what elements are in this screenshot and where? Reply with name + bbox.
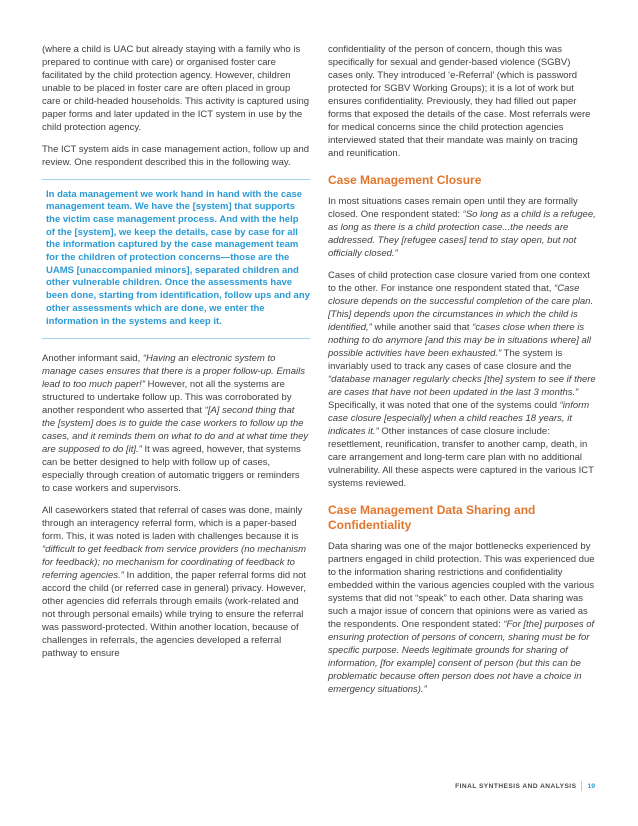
- body-paragraph: confidentiality of the person of concern, though this was specifically for sexual and gender-based violence (SGBV) cases only. They introduced ‘e-Referral’ (which is password protected for SGBV Working Groups); it is a lot of work but ensures confidentiality. Previously, they had filled out paper forms that exposed the details of the case. Most referrals were for medical concerns since the child protection agencies interviewed stated that their mandate was mainly on tracing and reunification.: [328, 44, 591, 159]
- page-footer: [455, 781, 595, 791]
- body-paragraph: Cases of child protection case closure varied from one context to the other. For instance one respondent stated that, “Case closure depends on the successful completion of the care plan. [This] depends upon the circumstances in which the child is identified,” while another said that “cases close when there is nothing to do anymore [and this may be in situations where] all possible activities have been exhausted.” The system is invariably used to track any cases of case closure and the “database manager regularly checks [the] system to see if there are cases that have not been updated in the last 3 months.” Specifically, it was noted that one of the systems could “inform case closure [especially] when a child reaches 18 years, it indicates it.” Other instances of case closure include: resettlement, reunification, transfer to another camp, death, in care arrangement and long-term care plan with no additional vulnerability. All these aspects were captured in the various ICT systems reviewed.: [328, 269, 596, 489]
- two-column-layout: [42, 43, 596, 704]
- body-paragraph: All caseworkers stated that referral of cases was done, mainly through an interagency referral form, which is a paper-based form. This, it was noted is laden with challenges because it is “difficult to get feedback from service providers (no mechanism for feedback); no mechanism for coordinating of feedback to referring agencies.” In addition, the paper referral forms did not accord the child (or referred case in general) privacy. However, other agencies did referrals through emails (work-related and not through personal emails) while trying to ensure the referral was password-protected. Within another location, because of challenges in referrals, the agencies developed a referral pathway to ensure: [42, 504, 307, 659]
- right-column: [328, 43, 596, 704]
- body-paragraph: The ICT system aids in case management action, follow up and review. One respondent described this in the following way.: [42, 143, 310, 168]
- footer-divider: [581, 781, 582, 791]
- section-heading-case-management-closure: Case Management Closure: [328, 173, 482, 187]
- footer-section-label: FINAL SYNTHESIS AND ANALYSIS: [455, 782, 577, 790]
- body-paragraph: Another informant said, “Having an electronic system to manage cases ensures that there is a proper follow-up. Emails lead to too much paper!” However, not all the systems are structured to undertake follow up. This was corroborated by another respondent who asserted that “[A] second thing that the [system] does is to guide the case workers to follow up the cases, and it reminds them on what to do and at what time they are supposed to do [it].” It was agreed, however, that systems can be better designed to help with follow up of cases, especially through creation of automatic triggers or reminders to case workers and supervisors.: [42, 353, 309, 495]
- section-heading-data-sharing-confidentiality: Case Management Data Sharing and Confidentiality: [328, 502, 536, 532]
- left-column: [42, 43, 310, 704]
- footer-page-number: 19: [587, 782, 595, 790]
- body-paragraph: (where a child is UAC but already staying with a family who is prepared to continue with care) or organised foster care facilitated by the child protection agency. However, children unable to be placed in foster care are often placed in group care or child-headed households. This activity is captured using paper forms and later updated in the ICT system in use by the child protection agency.: [42, 44, 310, 133]
- body-paragraph: In most situations cases remain open until they are formally closed. One respondent stated: “So long as a child is a refugee, as long as there is a child protection case...the needs are addressed. They [refugee cases] tend to stay open, but not officially closed.”: [328, 196, 596, 259]
- pull-quote: In data management we work hand in hand with the case management team. We have the [system] that supports the victim case management process. And with the help of the [system], we keep the details, case by case for all the information captured by the case management team for the children of protection concerns—those are the UAMS [unaccompanied minors], separated children and other vulnerable children. Once the assessments have been done, starting from identification, follow ups and any other assessments which are done, we enter the information in the systems and keep it.: [42, 179, 310, 340]
- body-paragraph: Data sharing was one of the major bottlenecks experienced by partners engaged in child protection. This was experienced due to the information sharing restrictions and confidentiality embedded within the various agencies coupled with the various systems that did not “speak” to each other. Data sharing was such a major issue of concern that opinions were as varied as the respondents. One respondent stated: “For [the] purposes of ensuring protection of persons of concern, sharing must be for specific purpose. Needs legitimate grounds for sharing of information, [for example] consent of person (but this can be problematic because often person does not have a choice in emergency situations).”: [328, 540, 595, 695]
